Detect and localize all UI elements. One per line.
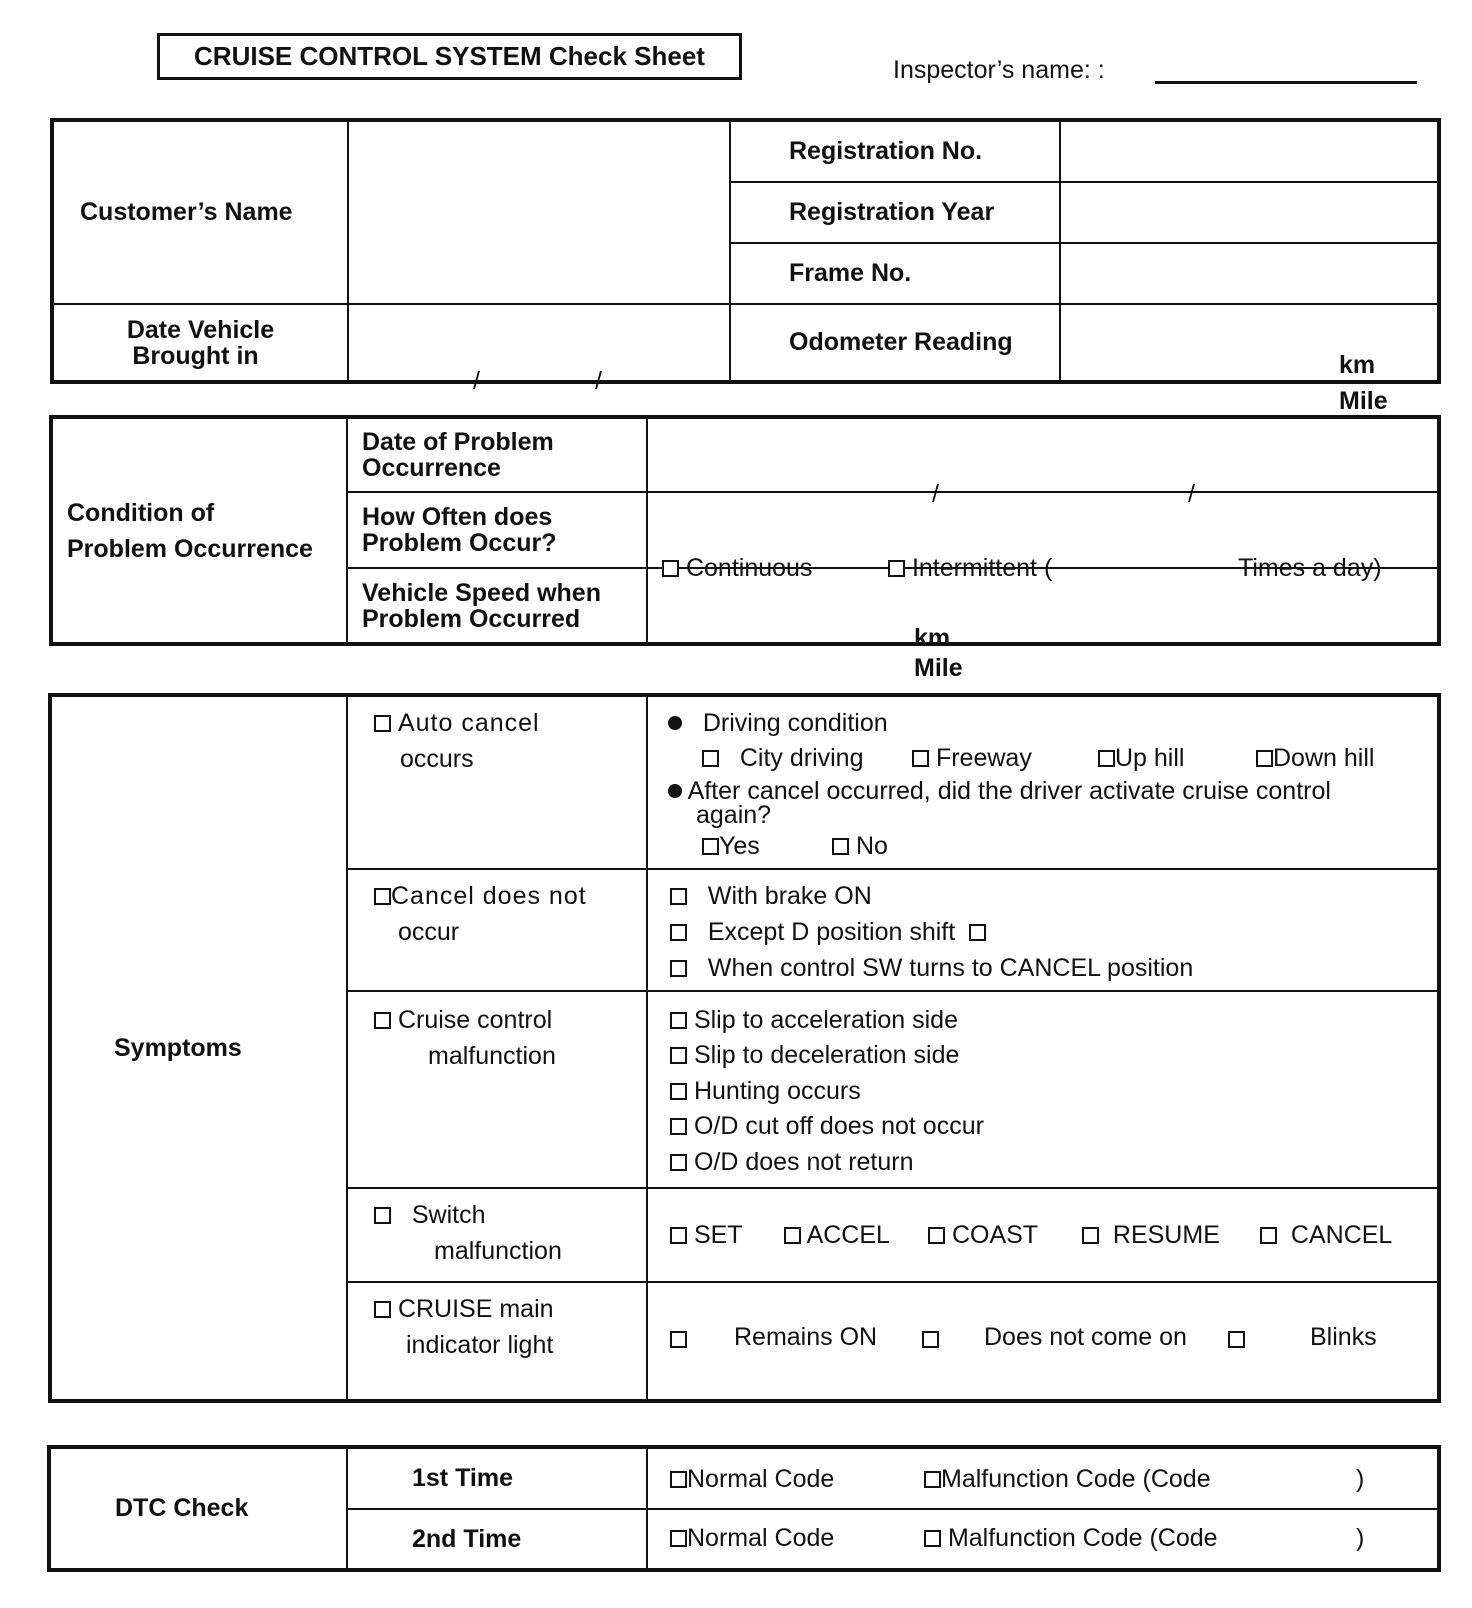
- registration-no-label: Registration No.: [730, 120, 1060, 182]
- remains-on-label: Remains ON: [734, 1323, 878, 1351]
- malfunction-code-label: Malfunction Code (Code: [941, 1465, 1211, 1493]
- intermittent-option[interactable]: [888, 554, 1052, 583]
- checkbox[interactable]: [670, 960, 687, 977]
- cruise-malfunction-option[interactable]: [374, 1006, 552, 1035]
- accel-label: ACCEL: [806, 1221, 890, 1249]
- switch-malfunction-option[interactable]: [374, 1201, 485, 1230]
- switch-malfunction-label: Switch: [411, 1201, 486, 1229]
- inspector-name-field[interactable]: [1155, 81, 1417, 84]
- date-brought-label-line2: Brought in: [132, 341, 259, 370]
- unit-mile: Mile: [1339, 386, 1388, 415]
- frame-no-label: Frame No.: [730, 243, 1060, 304]
- checkbox[interactable]: [1260, 1227, 1277, 1244]
- bullet-icon: [668, 716, 682, 730]
- dtc-check-table: [47, 1445, 1441, 1572]
- cruise-malfunction-label: Cruise control: [397, 1006, 553, 1034]
- checkbox[interactable]: [670, 1012, 687, 1029]
- registration-year-field[interactable]: [1060, 182, 1439, 243]
- checkbox[interactable]: [832, 838, 849, 855]
- checkbox[interactable]: [374, 715, 391, 732]
- no-option[interactable]: [832, 832, 888, 861]
- symptoms-section-label: Symptoms: [50, 695, 347, 1401]
- except-d-option[interactable]: [670, 918, 986, 947]
- up-hill-option[interactable]: [1098, 744, 1184, 773]
- freeway-label: Freeway: [935, 744, 1032, 772]
- checkbox[interactable]: [969, 924, 986, 941]
- checkbox[interactable]: [374, 888, 391, 905]
- checkbox[interactable]: [924, 1471, 941, 1488]
- malfunction-item[interactable]: [670, 1041, 959, 1070]
- condition-table: [49, 415, 1441, 682]
- malfunction-item[interactable]: [670, 1006, 958, 1035]
- close-paren: ): [1356, 1524, 1365, 1552]
- blinks-label: Blinks: [1310, 1323, 1377, 1351]
- checkbox[interactable]: [888, 560, 905, 577]
- checkbox[interactable]: [670, 1083, 687, 1100]
- blinks-option[interactable]: [1228, 1325, 1245, 1354]
- indicator-light-label: CRUISE main: [397, 1295, 554, 1323]
- checkbox[interactable]: [670, 1331, 687, 1348]
- condition-section-label-line1: Condition of: [67, 498, 215, 527]
- checkbox[interactable]: [1256, 750, 1273, 767]
- customer-name-field[interactable]: [348, 120, 730, 304]
- checkbox[interactable]: [702, 838, 719, 855]
- reactivate-question-line2: again?: [696, 801, 772, 829]
- malfunction-item[interactable]: [670, 1148, 914, 1177]
- condition-section-label-line2: Problem Occurrence: [67, 534, 313, 563]
- checkbox[interactable]: [670, 1471, 687, 1488]
- malfunction-item-label: O/D does not return: [693, 1148, 914, 1176]
- checkbox[interactable]: [924, 1530, 941, 1547]
- problem-date-label-line2: Occurrence: [362, 454, 501, 482]
- remains-on-option[interactable]: [670, 1325, 687, 1354]
- normal-code-label: Normal Code: [687, 1465, 835, 1493]
- date-brought-label-line1: Date Vehicle: [126, 315, 275, 344]
- how-often-label-line1: How Often does: [362, 503, 553, 531]
- second-time-label: 2nd Time: [347, 1509, 647, 1570]
- no-label: No: [855, 832, 888, 860]
- malfunction-item-label: Slip to acceleration side: [693, 1006, 958, 1034]
- times-a-day-label: Times a day): [1238, 554, 1382, 582]
- first-time-options: [647, 1447, 1439, 1509]
- unit-km: km: [914, 623, 951, 652]
- date-brought-label: [52, 304, 348, 382]
- checkbox[interactable]: [702, 750, 719, 767]
- auto-cancel-option[interactable]: [374, 709, 540, 738]
- indicator-light-label-line2: indicator light: [406, 1331, 554, 1359]
- odometer-label: Odometer Reading: [730, 304, 1060, 382]
- indicator-light-option[interactable]: [374, 1295, 554, 1324]
- resume-label: RESUME: [1112, 1221, 1220, 1249]
- continuous-label: Continuous: [685, 554, 813, 582]
- normal-code-option[interactable]: [670, 1465, 834, 1494]
- bullet-icon: [668, 784, 682, 798]
- checkbox[interactable]: [374, 1012, 391, 1029]
- date-separator: /: [932, 480, 939, 508]
- auto-cancel-label-line2: occurs: [400, 745, 474, 773]
- odometer-field[interactable]: [1060, 304, 1439, 415]
- customer-info-table: [50, 118, 1441, 415]
- switch-malfunction-label-cell: [347, 1188, 647, 1282]
- malfunction-code-label: Malfunction Code (Code: [947, 1524, 1218, 1552]
- cancel-option[interactable]: [1260, 1221, 1392, 1250]
- date-separator: /: [1188, 480, 1195, 508]
- first-time-label: 1st Time: [347, 1447, 647, 1509]
- how-often-label-line2: Problem Occur?: [362, 529, 557, 557]
- checkbox[interactable]: [670, 1530, 687, 1547]
- indicator-light-label-cell: [347, 1282, 647, 1401]
- indicator-options: [647, 1282, 1439, 1401]
- checkbox[interactable]: [1098, 750, 1115, 767]
- set-option[interactable]: [670, 1221, 743, 1250]
- registration-no-field[interactable]: [1060, 120, 1439, 182]
- how-often-label: [347, 492, 647, 568]
- auto-cancel-details: [647, 695, 1439, 869]
- customer-name-label: Customer’s Name: [52, 120, 348, 304]
- vehicle-speed-label: [347, 568, 647, 644]
- yes-option[interactable]: [702, 832, 760, 861]
- up-hill-label: Up hill: [1115, 744, 1185, 772]
- page-title: CRUISE CONTROL SYSTEM Check Sheet: [157, 33, 742, 80]
- cancel-not-occur-label: Cancel does not: [391, 882, 587, 910]
- checkbox[interactable]: [670, 1118, 687, 1135]
- cancel-not-occur-label-cell: [347, 869, 647, 991]
- checkbox[interactable]: [922, 1331, 939, 1348]
- checkbox[interactable]: [1082, 1227, 1099, 1244]
- resume-option[interactable]: [1082, 1221, 1220, 1250]
- checkbox[interactable]: [670, 1227, 687, 1244]
- yes-label: Yes: [719, 832, 760, 860]
- malfunction-item-label: Hunting occurs: [693, 1077, 861, 1105]
- malfunction-code-option[interactable]: [924, 1465, 1211, 1494]
- checkbox[interactable]: [374, 1301, 391, 1318]
- checkbox[interactable]: [670, 924, 687, 941]
- checkbox[interactable]: [670, 1047, 687, 1064]
- cruise-malfunction-details: [647, 991, 1439, 1188]
- close-paren: ): [1356, 1465, 1365, 1493]
- cancel-label: CANCEL: [1290, 1221, 1393, 1249]
- accel-option[interactable]: [784, 1221, 890, 1250]
- driving-condition-label: Driving condition: [702, 709, 888, 737]
- checkbox[interactable]: [670, 1154, 687, 1171]
- except-d-label: Except D position shift: [707, 918, 956, 946]
- how-often-options: [647, 492, 1439, 582]
- date-separator: /: [595, 366, 602, 395]
- date-brought-field[interactable]: [348, 304, 730, 395]
- cruise-malfunction-label-cell: [347, 991, 647, 1188]
- down-hill-label: Down hill: [1273, 744, 1375, 772]
- cruise-malfunction-label-line2: malfunction: [428, 1042, 556, 1070]
- unit-mile: Mile: [914, 653, 963, 682]
- checkbox[interactable]: [1228, 1331, 1245, 1348]
- frame-no-field[interactable]: [1060, 243, 1439, 304]
- checkbox[interactable]: [670, 888, 687, 905]
- second-time-options: [647, 1509, 1439, 1570]
- set-label: SET: [693, 1221, 743, 1249]
- auto-cancel-label: Auto cancel: [397, 709, 540, 737]
- normal-code-option[interactable]: [670, 1524, 834, 1553]
- not-come-on-option[interactable]: [922, 1325, 939, 1354]
- dtc-section-label: DTC Check: [49, 1447, 347, 1570]
- city-driving-label: City driving: [739, 744, 864, 772]
- coast-option[interactable]: [928, 1221, 1038, 1250]
- checkbox[interactable]: [374, 1207, 391, 1224]
- malfunction-item[interactable]: [670, 1112, 984, 1141]
- problem-date-label: [347, 417, 647, 492]
- date-separator: /: [473, 366, 480, 395]
- condition-section-label: [51, 417, 347, 644]
- problem-date-field[interactable]: [647, 417, 1439, 508]
- checkbox[interactable]: [784, 1227, 801, 1244]
- driving-condition-heading: [668, 709, 888, 738]
- down-hill-option[interactable]: [1256, 744, 1374, 773]
- vehicle-speed-label-line2: Problem Occurred: [362, 604, 581, 633]
- registration-year-label: Registration Year: [730, 182, 1060, 243]
- intermittent-label: Intermittent (: [911, 554, 1053, 582]
- malfunction-code-option[interactable]: [924, 1524, 1218, 1553]
- switch-malfunction-label-line2: malfunction: [434, 1237, 562, 1265]
- checkbox[interactable]: [928, 1227, 945, 1244]
- malfunction-item-label: Slip to deceleration side: [693, 1041, 960, 1069]
- brake-on-label: With brake ON: [707, 882, 872, 910]
- unit-km: km: [1339, 350, 1376, 379]
- inspector-name-label: Inspector’s name: :: [893, 56, 1105, 84]
- auto-cancel-label-cell: [347, 695, 647, 869]
- malfunction-item[interactable]: [670, 1077, 861, 1106]
- checkbox[interactable]: [912, 750, 929, 767]
- freeway-option[interactable]: [912, 744, 1032, 773]
- symptoms-table: [48, 693, 1441, 1403]
- reactivate-question-line1: After cancel occurred, did the driver activate cruise control: [687, 777, 1331, 805]
- not-come-on-label: Does not come on: [984, 1323, 1187, 1351]
- city-driving-option[interactable]: [702, 744, 864, 773]
- control-sw-option[interactable]: [670, 954, 1193, 983]
- brake-on-option[interactable]: [670, 882, 872, 911]
- cancel-not-occur-details: [647, 869, 1439, 991]
- coast-label: COAST: [951, 1221, 1039, 1249]
- vehicle-speed-label-line1: Vehicle Speed when: [362, 578, 601, 607]
- continuous-option[interactable]: [662, 554, 812, 583]
- control-sw-label: When control SW turns to CANCEL position: [707, 954, 1194, 982]
- cancel-not-occur-option[interactable]: [374, 882, 587, 911]
- problem-date-label-line1: Date of Problem: [362, 428, 554, 456]
- switch-options: [647, 1188, 1439, 1282]
- normal-code-label: Normal Code: [687, 1524, 835, 1552]
- cancel-not-occur-label-line2: occur: [398, 918, 460, 946]
- malfunction-item-label: O/D cut off does not occur: [693, 1112, 984, 1140]
- checkbox[interactable]: [662, 560, 679, 577]
